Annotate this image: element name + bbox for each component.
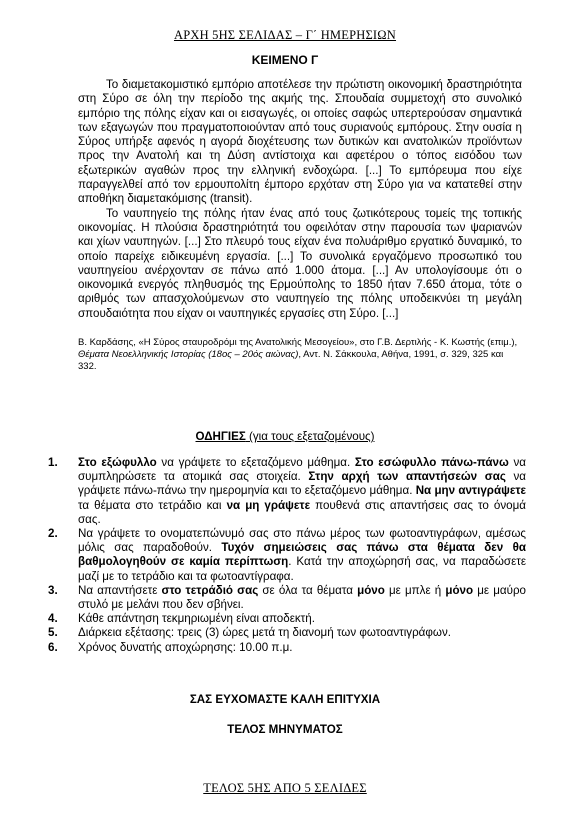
instruction-emphasis: μόνο (357, 583, 385, 597)
instruction-text: με μπλε ή (384, 583, 446, 597)
text-body (78, 78, 522, 321)
page-footer: ΤΕΛΟΣ 5ΗΣ ΑΠΟ 5 ΣΕΛΙΔΕΣ (203, 781, 367, 795)
instruction-emphasis: Στην αρχή των απαντήσεών σας (308, 470, 506, 484)
instruction-number: 1. (48, 456, 58, 469)
instruction-number: 5. (48, 626, 58, 640)
instruction-item (48, 626, 526, 640)
instruction-text: Να απαντήσετε (78, 583, 162, 597)
citation-publisher: , Αντ. Ν. Σάκκουλα, Αθήνα, 1991, σ. 329, 325 και 332. (78, 349, 504, 373)
page-header: ΑΡΧΗ 5ΗΣ ΣΕΛΙΔΑΣ – Γ΄ ΗΜΕΡΗΣΙΩΝ (173, 28, 397, 42)
instructions-heading (0, 430, 570, 443)
instruction-text: Κάθε απάντηση τεκμηριωμένη είναι αποδεκτή. (78, 612, 315, 626)
instruction-number: 2. (48, 527, 58, 541)
instruction-number: 6. (48, 640, 58, 654)
instruction-text: να συμπληρώσετε τα ατομικά σας στοιχεία. (78, 456, 526, 484)
instruction-emphasis: Στο εξώφυλλο (78, 456, 157, 469)
instruction-emphasis: Να μην αντιγράψετε (415, 484, 526, 498)
instruction-text: πουθενά στις απαντήσεις σας το όνομά σας. (78, 498, 526, 526)
citation-author: Β. Καρδάσης, «Η Σύρος σταυροδρόμι της Ανατολικής Μεσογείου», στο Γ.Β. Δερτιλής - Κ. Κωστής (επιμ.), (78, 337, 518, 348)
instruction-number: 3. (48, 583, 58, 597)
citation-book-title: Θέματα Νεοελληνικής Ιστορίας (18ος – 20ός αιώνας) (78, 349, 299, 361)
closing-end: ΤΕΛΟΣ ΜΗΝΥΜΑΤΟΣ (227, 723, 343, 736)
instruction-emphasis: μόνο (445, 583, 474, 597)
instruction-emphasis: στο τετράδιό σας (161, 583, 259, 597)
instruction-text: να γράψετε πάνω-πάνω την ημερομηνία και το εξεταζόμενο μάθημα. (78, 470, 526, 498)
source-citation (78, 337, 522, 374)
paragraph-1: Το διαμετακομιστικό εμπόριο αποτέλεσε την πρώτιστη οικονομική δραστηριότητα στη Σύρο σε όλη την περίοδο της ακμής της. Σπουδαία συμμετοχή στο συνολικό εμπόριο της πόλης είχαν και οι εισαγωγές, οι οποίες σαφώς υπερτερούσαν σημαντικά των εξαγωγών που πραγματοποιούνταν από τους συριανούς εμπόρους. Στην ουσία η Σύρος υπήρξε αφενός η αγορά διοχέτευσης των δυτικών και ανατολικών προϊόντων προς την Ανατολή και τη Δύση αντίστοιχα και αφετέρου ο τόπος εισόδου των εξωτερικών αγαθών προς την ελληνική ενδοχώρα. [...] Το εμπόρευμα που είχε παραγγελθεί από τον ερμουπολίτη έμπορο ερχόταν στη Σύρο για να κατατεθεί στην αποθήκη διαμετακόμισης (transit). (78, 78, 522, 206)
instruction-item (48, 612, 526, 626)
paragraph-2: Το ναυπηγείο της πόλης ήταν ένας από τους ζωτικότερους τομείς της τοπικής οικονομίας. Η πλούσια δραστηριότητά του οφειλόταν στην παρουσία των ψαριανών και χίων ναυπηγών. [...] Στο πλευρό τους είχαν ένα πολυάριθμο εργατικό δυναμικό, το οποίο παρείχε ειδικευμένη εργασία. [...] Το συνολικά εργαζόμενο προσωπικό του ναυπηγείου ανέρχονταν σε πάνω από 1.000 άτομα. [...] Αν υπολογίσουμε ότι ο οικονομικά ενεργός πληθυσμός της Ερμούπολης το 1850 ήταν 7.650 άτομα, τότε ο αριθμός των απασχολούμενων στο ναυπηγείο της πόλης υποδεικνύει τη μεγάλη σπουδαιότητα που είχαν οι ναυπηγικές εργασίες στη Σύρο. [...] (78, 206, 522, 320)
instruction-text: τα θέματα στο τετράδιο και (78, 498, 227, 512)
instruction-text: Να γράψετε το ονοματεπώνυμό σας στο πάνω μέρος των φωτοαντιγράφων, αμέσως μόλις σας παραδοθούν. (78, 527, 526, 555)
instruction-text: Διάρκεια εξέτασης: τρεις (3) ώρες μετά τη διανομή των φωτοαντιγράφων. (78, 626, 451, 640)
instruction-number: 4. (48, 612, 58, 626)
instruction-text: Χρόνος δυνατής αποχώρησης: 10.00 π.μ. (78, 640, 293, 654)
closing-wish: ΣΑΣ ΕΥΧΟΜΑΣΤΕ ΚΑΛΗ ΕΠΙΤΥΧΙΑ (189, 693, 381, 706)
instruction-item (48, 641, 526, 655)
instruction-item (48, 584, 526, 612)
instruction-emphasis: Τυχόν σημειώσεις σας πάνω στα θέματα δεν θα βαθμολογηθούν σε καμία περίπτωση (78, 541, 527, 569)
instruction-item (48, 527, 526, 584)
instruction-text: . Κατά την αποχώρησή σας, να παραδώσετε μαζί με το τετράδιο και τα φωτοαντίγραφα. (78, 555, 526, 583)
instruction-emphasis: να μη γράψετε (226, 498, 311, 512)
instructions-heading-sub: (για τους εξεταζομένους) (245, 430, 375, 443)
text-title: ΚΕΙΜΕΝΟ Γ (251, 53, 319, 67)
instructions-list (48, 456, 526, 655)
instruction-emphasis: Στο εσώφυλλο πάνω-πάνω (354, 456, 509, 469)
instructions-heading-bold: ΟΔΗΓΙΕΣ (195, 430, 246, 443)
instruction-item (48, 456, 526, 527)
instruction-text: να γράψετε το εξεταζόμενο μάθημα. (156, 456, 355, 469)
instruction-text: με μαύρο στυλό με μελάνι που δεν σβήνει. (78, 583, 527, 612)
instruction-text: σε όλα τα θέματα (258, 583, 358, 597)
